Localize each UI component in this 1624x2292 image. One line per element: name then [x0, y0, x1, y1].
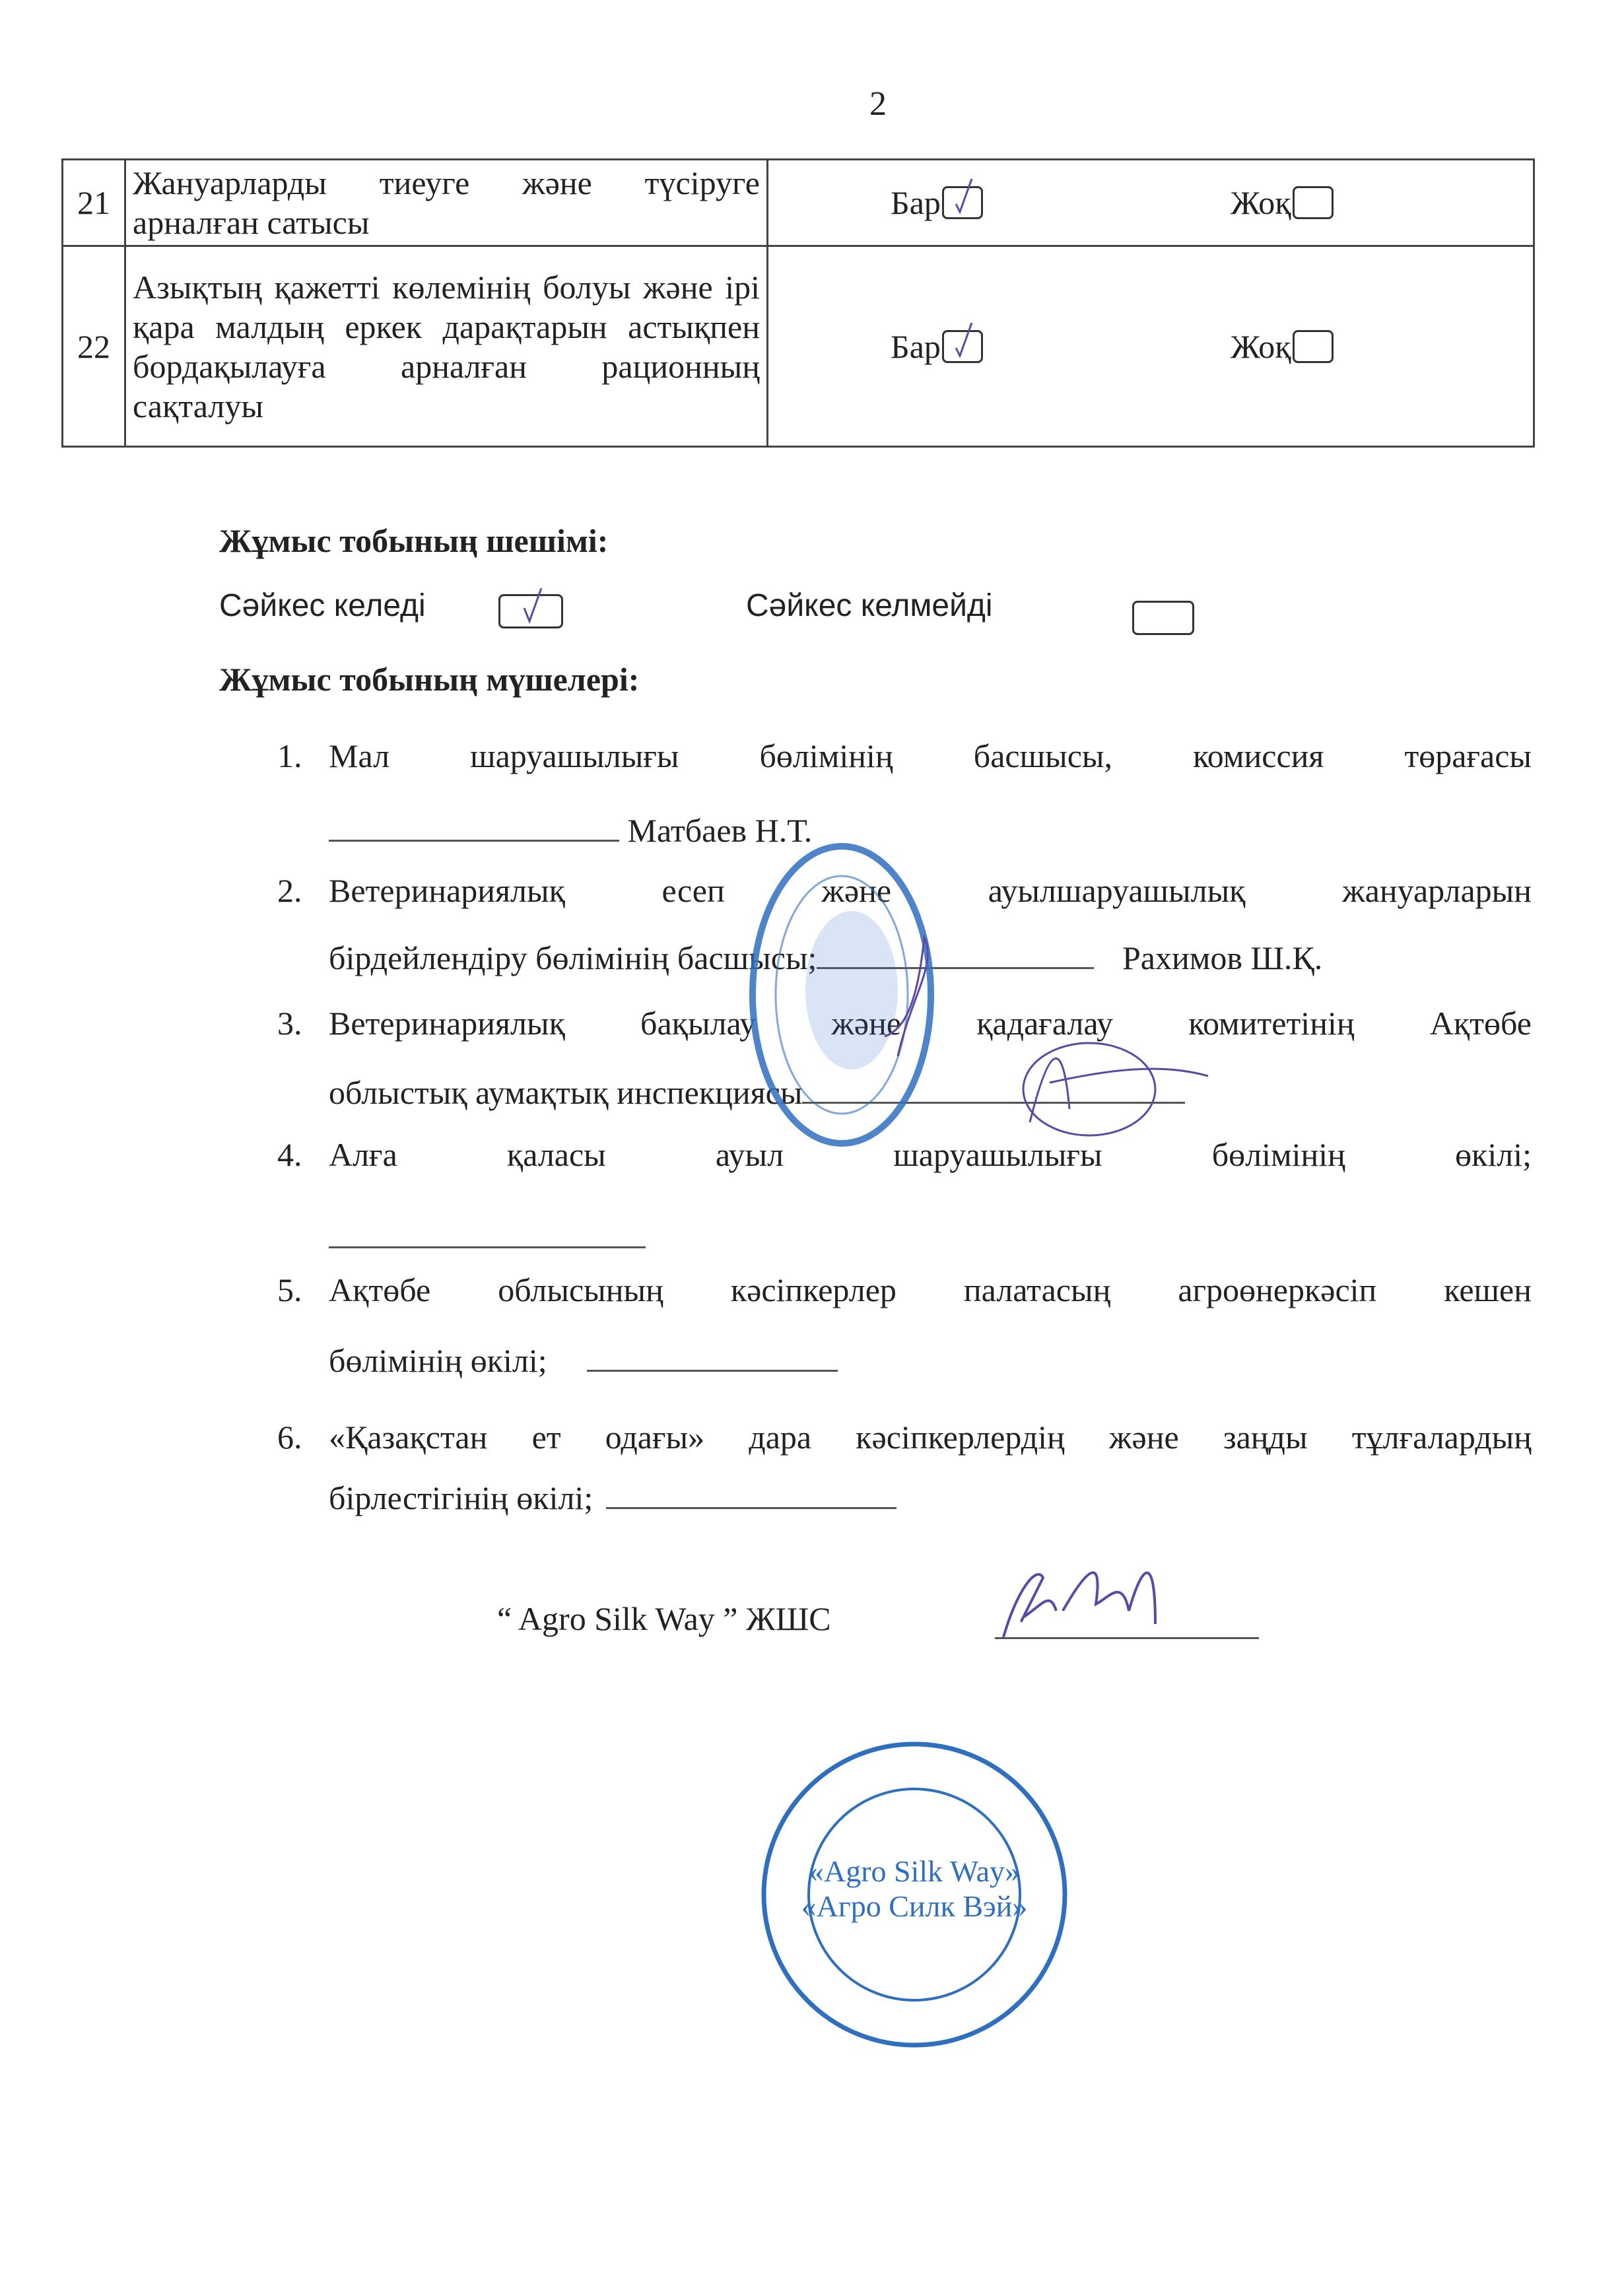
row-number: 22	[63, 246, 125, 447]
yes-option[interactable]	[891, 327, 983, 366]
svg-text:«Агро Силк Вэй»: «Агро Силк Вэй»	[801, 1889, 1028, 1923]
yes-option[interactable]	[891, 183, 983, 222]
member-name: Матбаев Н.Т.	[627, 812, 813, 849]
yes-label: Бар	[891, 184, 941, 221]
member-role-cont: бірлестігінің өкілі;	[329, 1479, 593, 1516]
nomatch-label: Сәйкес келмейді	[746, 588, 993, 623]
row-text: Азықтың қажетті көлемінің болуы және ірі қара малдың еркек дарақтарын астықпен бордақылауға арналған рационның сақталуы	[125, 246, 768, 447]
page-number: 2	[869, 85, 887, 123]
member-number: 3.	[277, 1005, 302, 1042]
member-name: Рахимов Ш.Қ.	[1122, 939, 1323, 976]
table-row	[63, 246, 1534, 447]
member-number: 2.	[277, 872, 302, 909]
decision-heading: Жұмыс тобының шешімі:	[219, 522, 609, 559]
yes-checkbox[interactable]	[942, 186, 983, 219]
member-role: Ақтөбе облысының кәсіпкерлер палатасың агроөнеркәсіп кешен	[329, 1271, 1532, 1308]
no-option[interactable]	[1231, 327, 1334, 366]
row-text: Жануарларды тиеуге және түсіруге арналған сатысы	[125, 160, 768, 246]
checkmark-icon	[953, 321, 973, 360]
checkmark-icon	[523, 588, 543, 626]
svg-text:«Agro Silk Way»: «Agro Silk Way»	[808, 1854, 1021, 1888]
signature-inspection	[990, 1030, 1228, 1142]
yes-label: Бар	[891, 327, 941, 365]
member-signature-line	[329, 1477, 897, 1517]
member-role-cont: бірдейлендіру бөлімінің басшысы;	[329, 939, 817, 976]
checkmark-icon	[953, 178, 973, 216]
company-stamp	[759, 1739, 1069, 2050]
yes-checkbox[interactable]	[942, 330, 983, 363]
table-row	[63, 160, 1534, 246]
no-checkbox[interactable]	[1293, 330, 1334, 363]
member-role: Ветеринариялық бақылау және қадағалау комитетінің Ақтөбе	[329, 1005, 1532, 1042]
member-role: «Қазақстан ет одағы» дара кәсіпкерлердің және заңды тұлғалардың	[329, 1419, 1532, 1456]
row-options	[768, 160, 1534, 246]
member-role: Ветеринариялық есеп және ауылшаруашылық жануарларын	[329, 872, 1532, 909]
no-checkbox[interactable]	[1293, 186, 1334, 219]
member-role-cont: бөлімінің өкілі;	[329, 1342, 547, 1379]
no-option[interactable]	[1231, 183, 1334, 222]
match-checkbox[interactable]	[498, 594, 563, 628]
row-options	[768, 246, 1534, 447]
no-label: Жоқ	[1231, 327, 1291, 365]
member-role-cont: облыстық аумақтық инспекциясы	[329, 1074, 803, 1111]
member-number: 6.	[277, 1419, 302, 1456]
member-role: Алға қаласы ауыл шаруашылығы бөлімінің өкілі;	[329, 1136, 1532, 1173]
member-signature-line	[329, 1216, 646, 1256]
members-heading: Жұмыс тобының мүшелері:	[219, 661, 640, 698]
company-signature	[990, 1551, 1215, 1644]
criteria-table	[61, 158, 1535, 448]
member-number: 4.	[277, 1136, 302, 1173]
match-label: Сәйкес келеді	[219, 588, 426, 623]
member-role: Мал шаруашылығы бөлімінің басшысы, комиссия төрағасы	[329, 737, 1532, 774]
company-label: “ Agro Silk Way ” ЖШС	[497, 1600, 831, 1637]
member-signature-line	[329, 1339, 838, 1380]
no-label: Жоқ	[1231, 184, 1291, 221]
row-number: 21	[63, 160, 125, 246]
nomatch-checkbox[interactable]	[1132, 601, 1194, 635]
member-number: 5.	[277, 1271, 302, 1308]
member-number: 1.	[277, 737, 302, 774]
